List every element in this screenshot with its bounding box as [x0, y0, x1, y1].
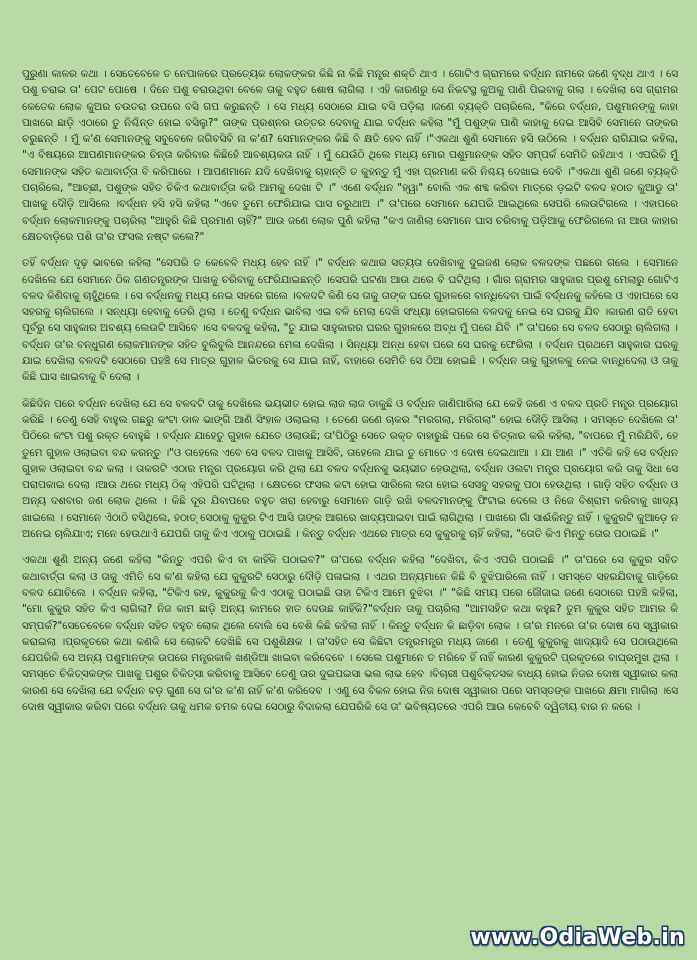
- story-paragraph-3: କିଛିଦିନ ପରେ ବର୍ଦ୍ଧନ ଦେଖିଲା ଯେ ସେ ବଳଦଟି ତାକୁ ଦେଖିଲେ ଭୟଭୀତ ହୋଇ ଲାଜ ଲାଜ ଡାକୁଛି ଓ ବର୍ଦ୍ଧନ ଜାଣିପାରିଲା ଯେ କେହି ଜଣେ ଏ ବଳଦ ପ୍ରତି ମନ୍ତ୍ର ପ୍ରୟୋଗ କରିଛି । ତେଣୁ ସେହି ବାହୁଲ ଗଛରୁ କଂଟା ଡାଳ ଭାଙ୍ଗି ଆଣି ସିଂହାଳ ଓଲାଇଲା । ତେଣେ ଜଣେ ଚାକର "ମରଗଲା, ମରିଗଲା" ହୋଇ ଦୌଡ଼ି ଆସିଲା । ସମସ୍ତେ ଦେଖିଲେ ତା' ପିଠିରେ କଂଟା ପଶୁ ରକ୍ତ ବୋହୁଛି । ବର୍ଦ୍ଧନ ଯାହେତୁ ଗୁହାଳ ଯେତେ ଓଲାଉଛି; ତା'ପିଠିରୁ ସେତେ ରକ୍ତ ବାହାରୁଛି ପରେ ସେ ଚିତ୍କାର କରି କହିଲା, "ବାପରେ ମୁଁ ମରିଯିବି, ହେ ତୁମେ ଗୁହାଳ ଓଲାଇବା ବନ୍ଦ କରନ୍ତୁ ।"ଓ ତାହେଲେ ଏବେ ସେ ବଳଦ ପାଖକୁ ଆସିବି, ତାହେଲେ ଯାଇ ତୁ ମୋତେ ଏ ଦୋଷ ଦେଇଥାଆ । ଯା ଆଣ ।" ଏତିକି କହି ସେ ବର୍ଦ୍ଧନ ଗୁହାଳ ଓଲାଇବା ବନ୍ଦ କଲା । ତାକରଟି ଏଠାର ମନ୍ତ୍ର ପ୍ରୟୋଗ କରି ଥିଲା ଯେ ବଳଦ ବର୍ଦ୍ଧନକୁ ଭୟଭୀତ ହେଉଥିଲା, ବର୍ଦ୍ଧନ ଓଲଟା ମନ୍ତ୍ର ପ୍ରୟୋଗ କରି ତାକୁ ସିଧା ସେ ପରାପକାଇ ଦେଲା ।ଆଉ ଥରେ ମଧ୍ୟ ଠିକ୍ ଏହିପରି ଘଟିଥିଲା । କ୍ଷେତରେ ଫସଲ କଟା ହୋଇ ସାରିଲେ ଲତା ହୋଇ ସେସବୁ ସହରକୁ ପଠା ହେଉଥିଲା । ଗାଡ଼ି ସହିତ ବର୍ଦ୍ଧନ ଓ ଅନ୍ୟ ଦଶବାର ଜଣ ଲୋକ ଥିଲେ । କିଛି ଦୂର ଯିବାପରେ ବହୁତ ଖରା ହେବାରୁ ସେମାନେ ଗାଡ଼ି ରଖି ବଳଦମାନଙ୍କୁ ଫିଟାଇ ଦେଲେ ଓ ନିଜେ ବିଶ୍ରାମ କରିବାକୁ ଖାଦ୍ୟ ଖାଇଲେ । ସେମାନେ ଏଁଠାଠି ବସିଥିଲେ, ହଠାତ୍ ସେଠାକୁ କୁକୁର ଟିଏ ଆସି ତାଙ୍କ ଆଗରେ ଖାଦ୍ୟପାଇବା ପାଇଁ ଲାଗିଥିଲା । ପାଖରେ ଗାଁ ସାଈଁକିନ୍ତୁ ନାହିଁ । କୁକୁରଟି କୁଆଡ଼େ ନ ଅନେଇ ଚାଲିଯାଏ; ମନେ ହେଉଥାଏଁ ଯେପରି ତାକୁ କିଏ ଏଠାକୁ ପଠାଇଛି । କିନ୍ତୁ ବର୍ଦ୍ଧନ ଏଥରେ ମାତ୍ର ସେ କୁକୁରକୁ ଚାହିଁ କହିଲା, "ତୋତି କିଏ ମିନ୍ତୁ ତୋର ପଠାଇଛି ।": [22, 397, 678, 541]
- story-paragraph-4: ଏକଥା ଶୁଣି ଅନ୍ୟ ଜଣେ କହିଲା "କିନ୍ତୁ ଏପରି କିଏ ବା କାହିଁକି ପଠାଇବ?" ତା'ପରେ ବର୍ଦ୍ଧନ କହିଲା "ଦେଖିବା, କିଏ ଏପରି ପଠାଇଛି ।" ତା'ପରେ ସେ କୁକୁର ସହିତ କଥାବାର୍ତ୍ତା କଲା ଓ ତାକୁ ଏମିତି ସେ କ'ଣ କହିଲା ଯେ କୁକୁରଟି ସେଠାରୁ ଦୌଡ଼ି ପଳାଇଲା । ଏଥର ଅନ୍ୟମାନେ କିଛି ବି ବୁଝିପାରିଲେ ନାହିଁ । ସମସ୍ତେ ସହରଯିବାକୁ ଗାଡ଼ିରେ ବଳଦ ଯୋଚିଲେ । ବର୍ଦ୍ଧନ କହିଲା, "ଟିକିଏ ରହ, କୁକୁରକୁ କିଏ ଏଠାକୁ ପଠାଇଛି ତାହା ଟିକିଏ ଆମେ ବୁଝିବା ।" "କିଛି ସମୟ ପରେ ଜୌଜାଇ ଜଣେ ସେଠାରେ ପହଞ୍ଚି କହିଲା, "ମୋ କୁକୁର ସହିତ କିଏ ଲାଗିଲା? ନିଜ କାମ ଛାଡ଼ି ଅନ୍ୟ କାମରେ ହାତ ଦେଉଛ କାହିଁକି?"ବର୍ଦ୍ଧନ ତାକୁ ପଚାରିଲା "ଆମସହିତ କଥା କହୁଛ? ତୁମ କୁକୁର ସହିତ ଆମର କି ସମ୍ପର୍କ?"ସେତେବେଳେ ବର୍ଦ୍ଧନ ସହିତ ବହୁତ ଲୋକ ଥିଲେ ବୋଲି ସେ ବେଶି କିଛି କହିଲା ନାହିଁ । କିନ୍ତୁ ବର୍ଦ୍ଧନ କି ଛାଡ଼ିବା ଲୋକ । ତା'ର ମନରେ ତା'ର ଦୋଷ ସେ ସ୍ୱୀକାର କରାଇଲା ।ପ୍ରକୃତରେ କଥା କଣକି ସେ ଲୋକଟି ଦେଖିଛି ସେ ପଶୁଶିକ୍ଷକ । ତା'ସହିତ ସେ କିଛିଟା ତନ୍ତ୍ରମନ୍ତ୍ର ମଧ୍ୟ ଜାଣେ । ତେଣୁ କୁକୁରକୁ ଖାଦ୍ୟାଦି ସେ ପଠାଉଥିଲେ ଯେପରିକି ସେ ଅନ୍ୟ ପଶୁମାନଙ୍କ ଉପରେ ମନ୍ତ୍ରକାଳି ଖଣ୍ଡିଆ ଖାଇବା କରିଦେବେ । ସେଲେ ପଶୁମାନେ ତ ମରିବେ ହିଁ ନାହିଁ କାରଣ କୁକୁରଟି ପ୍ରକୃତରେ ବାଘ୍ରମୁଖ ଥିଲା । ସମସ୍ତେ ଚିକିତ୍ସକଙ୍କ ପାଖକୁ ପଶୁର ଚିକିତ୍ସା କରିବାକୁ ଆସିବେ ତେଣୁ ତାର ଦୁଇପଇସା ଭଲ ଲାଭ ହେବ ।ବିଚାରୀ ପଶୁଚିକ୍ତସକ ବାଧ୍ୟ ହୋଇ ନିଜର ଦୋଷ ସ୍ୱୀକାର କଲା କାରଣ ସେ ଦେଖିଲା ଯେ ବର୍ଦ୍ଧନ ବଡ଼ ଗୁଣୀ ସେ ତା'ର କ'ଣ ନାହିଁ କ'ଣ କରିଦେବ । ଏଣୁ ସେ ବିକଳ ହୋଇ ନିଜ ଦୋଷ ସ୍ୱୀକାର ପରେ ସମସ୍ତଙ୍କ ପାଖରେ କ୍ଷମା ମାଗିଲା ।ସେ ଦୋଷ ସ୍ୱୀକାର କରିବା ପରେ ବର୍ଦ୍ଧନ ତାକୁ ଧମକ ଚମକ ଦେଇ ସେଠାରୁ ବିଦାକଲା ଯେପରିକି ସେ ତା' ଭବିଷ୍ୟତରେ ଏପରି ଆଉ କେବେବି ଦ୍ୱିତୀୟ ବାର ନ କରେ ।: [22, 554, 678, 713]
- site-watermark: www.OdiaWeb.in: [470, 925, 685, 950]
- story-paragraph-2: ତହିଁ ବର୍ଦ୍ଧନ ଦୃଢ଼ ଭାବରେ କହିଲା "ସେପରି ତ କେବେବି ମଧ୍ୟ ହେବ ନାହିଁ ।" ବର୍ଦ୍ଧନ କଥାର ସତ୍ୟତା ଦେଖିବାକୁ ଦୁଇଜଣ ଲୋକ ବଳଦଙ୍କ ପଛରେ ଗଲେ । ସେମାନେ ଦେଖିଲେ ଯେ ସେମାନେ ଠିକ ଗଣତନ୍ତ୍ରଙ୍କ ପାଖକୁ ଚରିବାକୁ ଫେରିଯାଇଛନ୍ତି ।ସେପରି ଘଟଣା ଆଉ ଥରେ ବି ଘଟିଥିଲା । ଗାଁର ଗ୍ରାମର ସାହୁକାର ପ୍ରଶୁ ମେଲାରୁ ଗୋଟିଏ ବଳଦ କିଣିବାକୁ ଚାହୁଁଥିଲେ । ସେ ବର୍ଦ୍ଧନକୁ ମଧ୍ୟ ନେଇ ସହରେ ଗଲେ ।ବଳଦଟି କିଣି ସେ ତାକୁ ତାଙ୍କ ଘରେ ଗୁହାଳରେ ବାନ୍ଧିଦେବା ପାଇଁ ବର୍ଦ୍ଧନକୁ କହିଲେ ଓ ଏହାପରେ ସେ ସହରକୁ ଚାଲିଗଲେ । ସନ୍ଧ୍ୟା ହେବାକୁ ଡେରି ଥିଲା । ତେଣୁ ବର୍ଦ୍ଧନ ଭାବିଲା ଏଇ ବଳି ମେଲା ଦେଖି ସଂଧ୍ୟା ହୋଇଗଲେ ବଳଦକୁ ନେଇ ସେ ଘରକୁ ଯିବ ।କାରଣ ରାତି ହେବା ପୂର୍ବରୁ ସେ ସାହୁକାର ଅବଶ୍ୟ ଲେଉଟି ଆସିବେ ।ସେ ବଳଦକୁ କହିଲା, "ତୁ ଯାଇ ସାହୁକାରର ଘରର ଗୁହାଳରେ ଅବ୍ଧ ମୁଁ ପରେ ଯିବି ।" ତା'ପରେ ସେ ବଳଦ ସେଠାରୁ ଚାଲିଗଲା । ବର୍ଦ୍ଧନ ତା'ର ବନ୍ଧୁଗଣ ଲୋକମାନଙ୍କ ସହିତ ବୁଲିବୁଲି ଆନନ୍ଦରେ ମେଳା ଦେଖିଲା । ସିନ୍ଧ୍ୟା ଅନ୍ଧ ହେବା ପରେ ସେ ଘରକୁ ଫେରିଲା । ବର୍ଦ୍ଧନ ପ୍ରଥମେ ସାହୁକାର ଘରକୁ ଯାଇ ଦେଖିଲା ବଳଦଟି ସେଠାରେ ପହଞ୍ଚି ସେ ମାତ୍ର ଗୁହାଳ ଭିତରକୁ ସେ ଯାଇ ନାହିଁ, ବାହାରେ ସେମିତି ସେ ଠିଆ ହୋଇଛି । ବର୍ଦ୍ଧନ ତାକୁ ଗୁହାଳକୁ ନେଇ ବାନ୍ଧିଦେଲା ଓ ତାକୁ କିଛି ଘାସ ଖାଇବାକୁ ବି ଦେଲା ।: [22, 257, 678, 384]
- story-page: [22, 66, 678, 725]
- story-paragraph-1: ପୁରୁଣା କାଳର କଥା । ସେତେବେଳେ ତ ନେପାଳରେ ପ୍ରତ୍ୟେକ ଲୋକଙ୍କର କିଛି ନା କିଛି ମନ୍ତ୍ର ଶକ୍ତି ଥାଏ । ଗୋଟିଏ ଗ୍ରାମରେ ବର୍ଦ୍ଧନ ନାମରେ ଜଣେ ବୃଦ୍ଧ ଥାଏ । ସେ ପଶୁ ଚରାଇ ତା' ପେଟ ପୋଷେ । ଦିନେ ପଶୁ ଚରାଉଥିବା ବେଳେ ତାକୁ ବହୁତ ଶୋଷ ଲାଗିଲା । ଏହି କାରଣରୁ ସେ ନିକଟସ୍ଥ କୁଅକୁ ପାଣି ପିଇବାକୁ ଗଲା । ଦେଖିଲା ସେ ଗ୍ରାମର କେତେକ ଲୋକ କୁଅର ଚଉତରା ଉପରେ ବସି ଗପ କରୁଛନ୍ତି । ସେ ମଧ୍ୟ ସେଠାରେ ଯାଇ ବସି ପଡ଼ିଲା ।ଜଣେ ବ୍ୟକ୍ତି ପଚାରିଲେ, "କିରେ ବର୍ଦ୍ଧନ, ପଶୁମାନଙ୍କୁ କାହା ପାଖରେ ଛାଡ଼ି ଏଠାରେ ତୁ ନିଶ୍ଚିନ୍ତ ହୋଇ ବସିଲୁ?" ତାଙ୍କ ପ୍ରଶ୍ନର ଉତ୍ତର ଦେବାକୁ ଯାଇ ବର୍ଦ୍ଧନ କହିଲା "ମୁଁ ପଶୁଙ୍କ ପାଣି କାହାକୁ ଦେଇ ଆସିବି ସେମାନେ ତାଙ୍କର ଚରୁଛନ୍ତି । ମୁଁ କ'ଣ ସେମାନଙ୍କୁ ସବୁବେଳେ ଜଗିବସିବି ନା କ'ଣ? ସେମାନଙ୍କର କିଛି ବି କ୍ଷତି ହେବ ନାହିଁ ।"ଏକଥା ଶୁଣି ସେମାନେ ହସି ଉଠିଲେ । ବର୍ଦ୍ଧନ ରାଗିଯାଇ କହିଲା, "ଏ ବିଷୟରେ ଆପଣମାନଙ୍କର ଚିନ୍ତା କରିବାର କିଛିହେଁ ଆବଶ୍ୟକତା ନାହିଁ । ମୁଁ ଯେଉଁଠି ଥିଲେ ମଧ୍ୟ ମୋର ପଶୁମାନଙ୍କ ସହିତ ସମ୍ପର୍କ ସେମିତି ରହିଥାଏ । ଏପରିକି ମୁଁ ସେମାନଙ୍କ ସହିତ କଥାବାର୍ତ୍ତା ବି କରିପାରେ । ଆପଣମାନେ ଯଦି ଦେଖିବାକୁ ଚାହାନ୍ତି ତ କୁହନ୍ତୁ ମୁଁ ଏହା ପ୍ରମାଣ କରି ନିଶ୍ଚୟ ଦେଖାଇ ଦେବି ।"ଏକଥା ଶୁଣି ଜଣେ ବ୍ୟକ୍ତି ପଚାରିଲେ, "ଆଚ୍ଛୀ, ପଶୁଙ୍କ ସହିତ ଚିକିଏ କଥାବାର୍ତ୍ତା କରି ଆମକୁ ଦେଖା ଟି ।" ଏଣେ ବର୍ଦ୍ଧନ "ହ୍ୱା" ବୋଲି ଏକ ଶବ୍ଦ କରିବା ମାତ୍ରେ ଡ଼ଇଟି ବଳଦ ହଠାତ କୁଆଡୁ ତା' ପାଖକୁ ଦୌଡ଼ି ଆସିଲେ ।ବର୍ଦ୍ଧନ ହସି ହସି କହିଲା "ଏବେ ତୁମେ ଫେରିଯାଇ ଘାସ ଚରୁଥାଅ ।" ତା'ପରେ ସେମାନେ ଯେପରି ଆଇଥିଲେ ସେପରି ଲେଉଟିଗଲେ । ଏହାପରେ ବର୍ଦ୍ଧନ ଲୋକମାନଙ୍କୁ ପଚାରିଲା "ଆହୁରି କିଛି ପ୍ରମାଣ ଚାହିଁ?" ଆଉ ଜଣେ ଲୋକ ପୁଣି କହିଲା "କଏ ଜାଣିଲା ସେମାନେ ଘାସ ଚରିବାକୁ ପଡ଼ିଆକୁ ଫେରିଗଲେ ନା ଆଉ କାହାର କ୍ଷେତବାଡ଼ିରେ ପଶି ତା'ର ଫସଲ ନଷ୍ଟ କଲେ?": [22, 68, 678, 243]
